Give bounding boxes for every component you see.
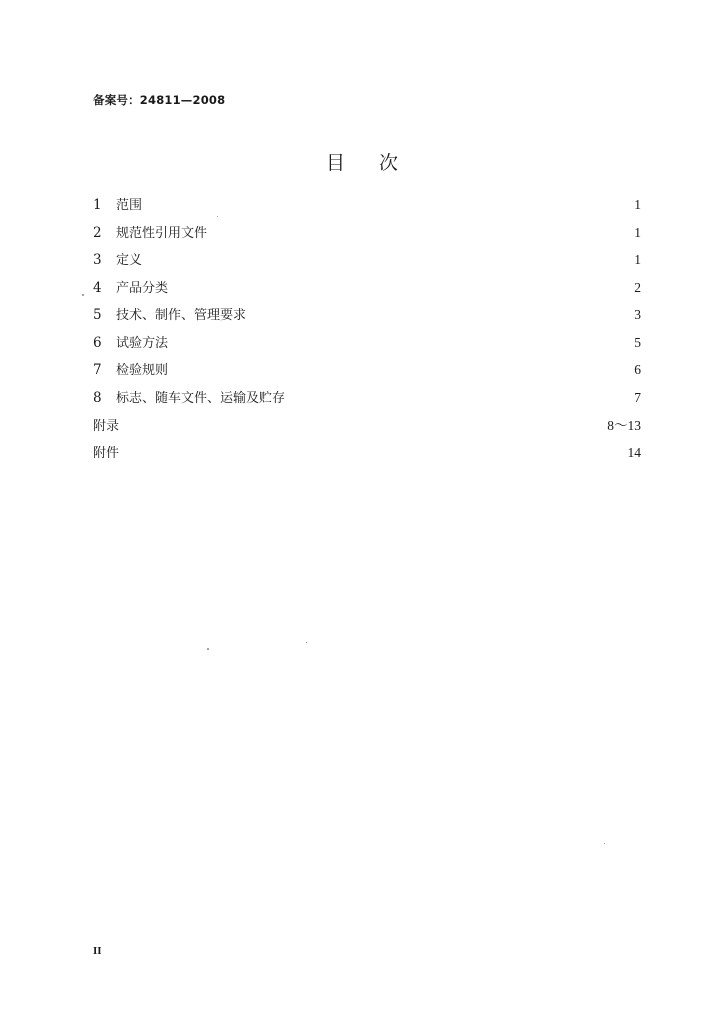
scan-speck — [217, 216, 218, 217]
toc-entry-requirements[interactable] — [93, 304, 641, 332]
toc-entry-number: 4 — [93, 279, 102, 296]
toc-entry-appendix[interactable] — [93, 414, 641, 442]
toc-entry-label: 附录 — [93, 419, 120, 434]
toc-entry-label: 技术、制作、管理要求 — [116, 308, 247, 323]
filing-number: 备案号：24811—2008 — [93, 93, 226, 107]
toc-entry-label: 附件 — [93, 445, 120, 461]
toc-entry-page: 1 — [634, 252, 641, 267]
toc-entry-marking-transport-storage[interactable] — [93, 387, 641, 415]
scan-speck — [306, 642, 307, 643]
toc-entry-page: 5 — [634, 334, 641, 350]
toc-title: 目 次 — [325, 152, 413, 174]
toc-entry-label: 产品分类 — [116, 280, 169, 296]
toc-entry-number: 3 — [93, 252, 102, 268]
scan-speck — [82, 294, 84, 296]
toc-entry-page: 2 — [634, 279, 641, 295]
toc-entry-definitions[interactable] — [93, 249, 641, 277]
toc-entry-label: 范围 — [116, 198, 143, 213]
toc-entry-page: 14 — [627, 444, 641, 460]
toc-entry-number: 7 — [93, 362, 102, 378]
scan-speck — [604, 843, 605, 844]
toc-entry-number: 5 — [93, 307, 102, 323]
toc-entry-page: 6 — [634, 362, 641, 377]
toc-entry-product-classification[interactable] — [93, 277, 641, 305]
toc-entry-page: 3 — [634, 307, 641, 322]
toc-entry-page: 1 — [634, 197, 641, 212]
page-number: II — [93, 945, 102, 957]
toc-entry-label: 检验规则 — [116, 363, 169, 378]
toc-entry-test-methods[interactable] — [93, 332, 641, 360]
toc-entry-number: 8 — [93, 389, 102, 406]
toc-entry-number: 1 — [93, 197, 102, 213]
toc-entry-label: 标志、随车文件、运输及贮存 — [116, 390, 286, 406]
toc-entry-inspection-rules[interactable] — [93, 359, 641, 387]
toc-entry-label: 规范性引用文件 — [116, 225, 208, 241]
toc-entry-number: 2 — [93, 224, 102, 241]
table-of-contents — [93, 194, 641, 469]
toc-entry-attachment[interactable] — [93, 442, 641, 470]
toc-entry-page: 1 — [634, 224, 641, 240]
toc-entry-label: 试验方法 — [116, 335, 169, 351]
toc-entry-number: 6 — [93, 334, 102, 351]
toc-entry-scope[interactable] — [93, 194, 641, 222]
toc-entry-page: 7 — [634, 389, 641, 405]
toc-entry-page: 8～13 — [607, 418, 641, 433]
toc-entry-label: 定义 — [116, 253, 143, 268]
scan-speck — [207, 648, 209, 650]
toc-entry-normative-references[interactable] — [93, 222, 641, 250]
